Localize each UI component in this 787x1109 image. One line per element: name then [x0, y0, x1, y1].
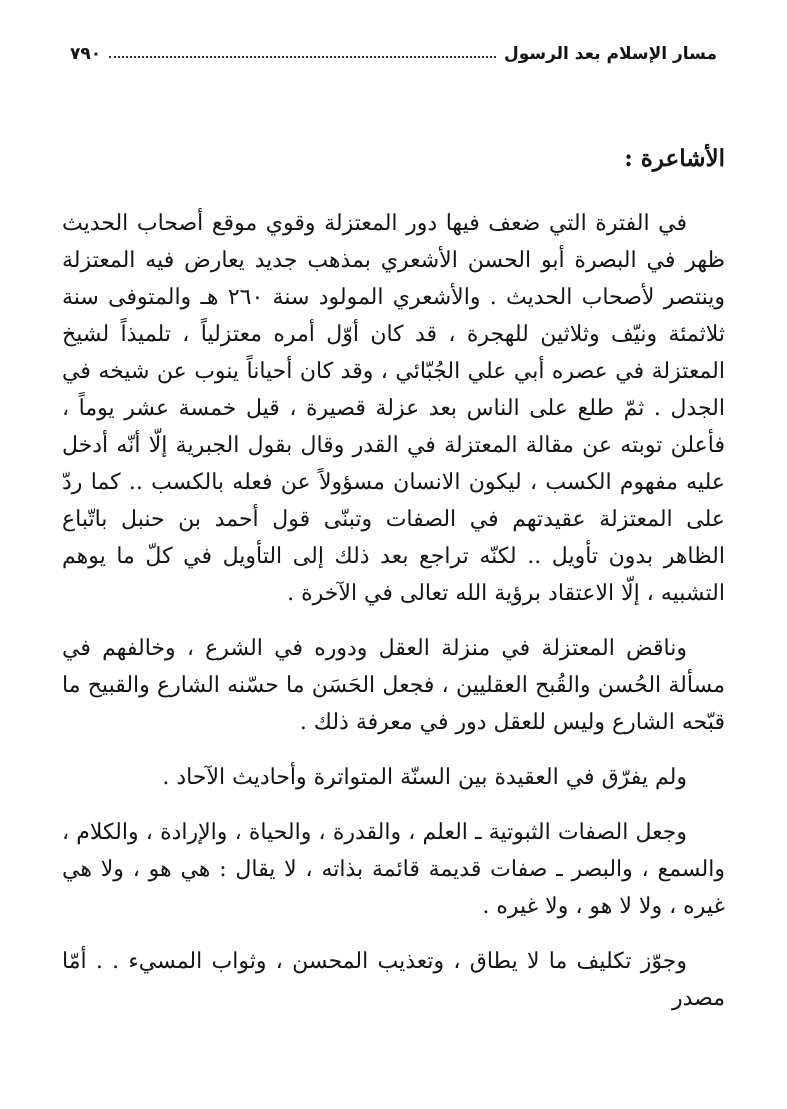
page-number: ٧٩٠: [70, 44, 102, 64]
paragraph-ashari-intro: في الفترة التي ضعف فيها دور المعتزلة وقوي موقع أصحاب الحديث ظهر في البصرة أبو الحسن الأشعري بمذهب جديد يعارض فيه المعتزلة وينتصر لأصحاب الحديث . والأشعري المولود سنة ٢٦٠ هـ والمتوفى سنة ثلاثمئة ونيّف وثلاثين للهجرة ، قد كان أوّل أمره معتزلياً ، تلميذاً لشيخ المعتزلة في عصره أبي علي الجُبّائي ، وقد كان أحياناً ينوب عن شيخه في الجدل . ثمّ طلع على الناس بعد عزلة قصيرة ، قيل خمسة عشر يوماً ، فأعلن توبته عن مقالة المعتزلة في القدر وقال بقول الجبرية إلّا أنّه أدخل عليه مفهوم الكسب ، ليكون الانسان مسؤولاً عن فعله بالكسب .. كما ردّ على المعتزلة عقيدتهم في الصفات وتبنّى قول أحمد بن حنبل باتّباع الظاهر بدون تأويل .. لكنّه تراجع بعد ذلك إلى التأويل في كلّ ما يوهم التشبيه ، إلّا الاعتقاد برؤية الله تعالى في الآخرة .: [62, 211, 725, 606]
paragraph-reason: وناقض المعتزلة في منزلة العقل ودوره في الشرع ، وخالفهم في مسألة الحُسن والقُبح العقليين ، فجعل الحَسَن ما حسّنه الشارع والقبيح ما قبّحه الشارع وليس للعقل دور في معرفة ذلك .: [62, 636, 725, 735]
page-body: [62, 140, 725, 1035]
book-title: مسار الإسلام بعد الرسول: [503, 44, 717, 64]
header-dot-leader: [109, 56, 496, 58]
section-heading: الأشاعرة :: [624, 145, 725, 172]
paragraph-obligation: وجوّز تكليف ما لا يطاق ، وتعذيب المحسن ، وثواب المسيء . . أمّا مصدر: [62, 949, 725, 1011]
running-header: [70, 30, 717, 64]
paragraph-attributes: وجعل الصفات الثبوتية ـ العلم ، والقدرة ، والحياة ، والإرادة ، والكلام ، والسمع ، والبصر ـ صفات قديمة قائمة بذاته ، لا يقال : هي هو ، ولا هي غيره ، ولا لا هو ، ولا غيره .: [62, 820, 725, 919]
paragraph-sunnah: ولم يفرّق في العقيدة بين السنّة المتواترة وأحاديث الآحاد .: [162, 765, 687, 790]
